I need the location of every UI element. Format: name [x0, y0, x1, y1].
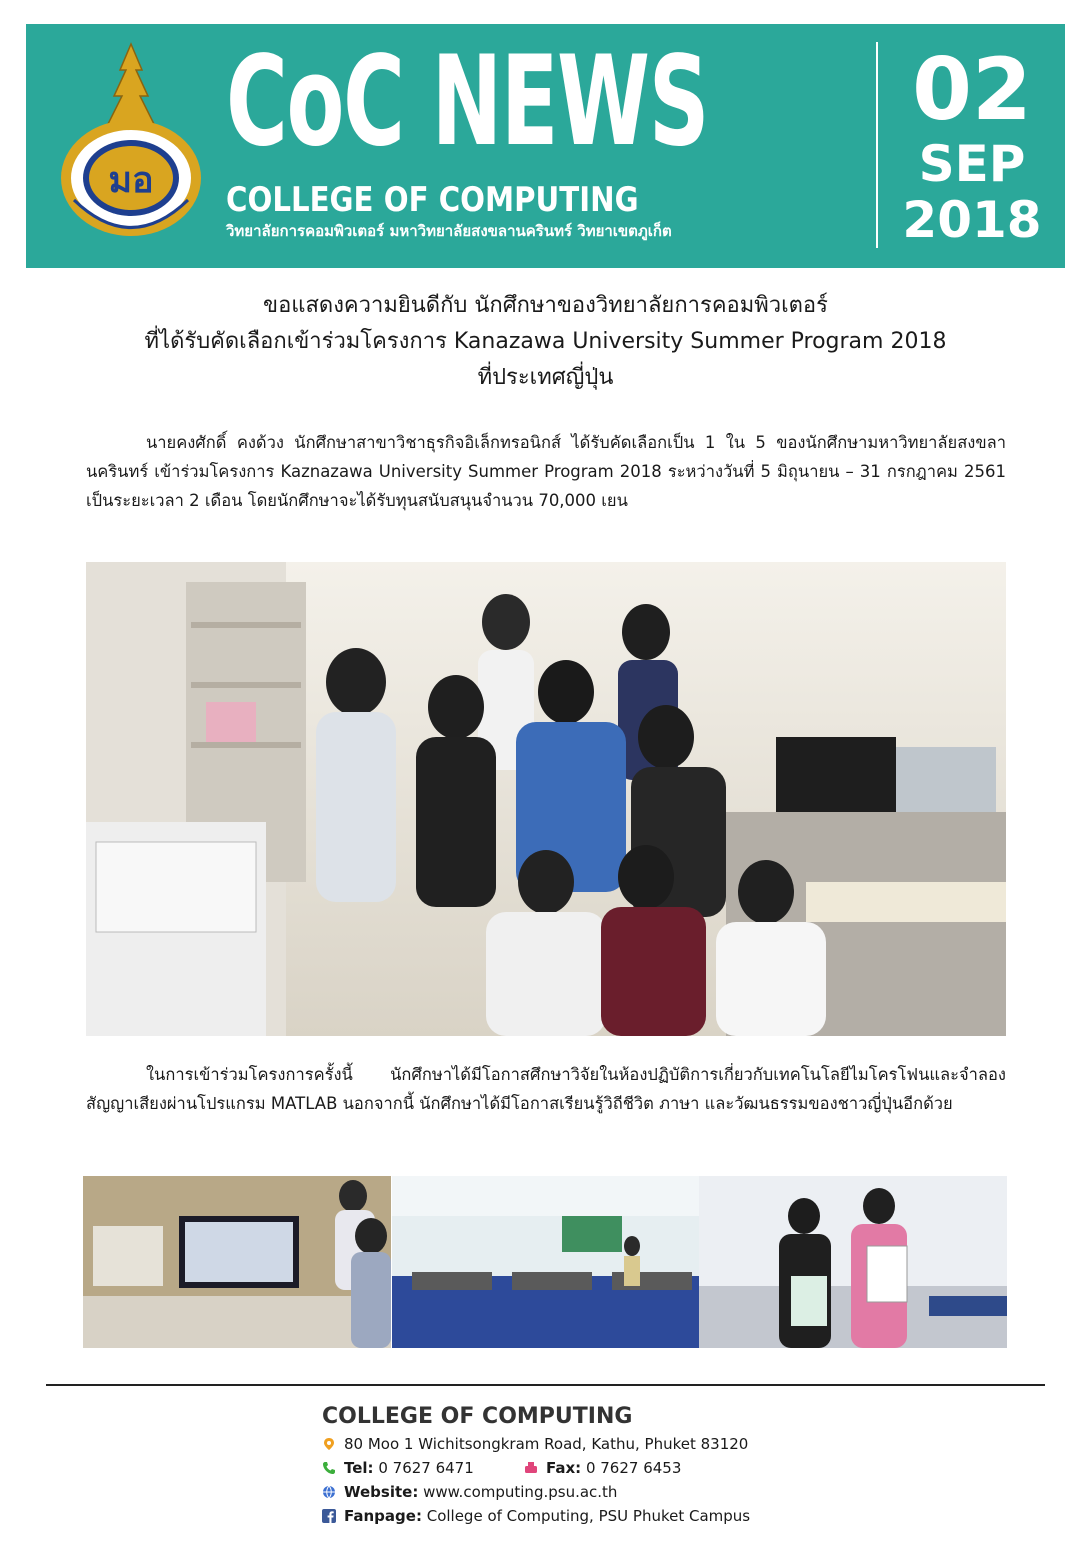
- headline-line-1: ขอแสดงความยินดีกับ นักศึกษาของวิทยาลัยการคอมพิวเตอร์: [263, 293, 828, 318]
- headline-line-3: ที่ประเทศญี่ปุ่น: [477, 365, 614, 390]
- svg-text:มอ: มอ: [108, 159, 154, 201]
- footer-website: [322, 1480, 617, 1504]
- fax-number: 0 7627 6453: [585, 1459, 682, 1477]
- college-name-thai: วิทยาลัยการคอมพิวเตอร์ มหาวิทยาลัยสงขลานครินทร์ วิทยาเขตภูเก็ต: [226, 222, 672, 240]
- issue-month: SEP: [918, 135, 1026, 193]
- masthead-banner: [26, 24, 1065, 268]
- article-headline: [60, 288, 1031, 396]
- footer-address: [322, 1432, 748, 1456]
- fanpage-link[interactable]: College of Computing, PSU Phuket Campus: [426, 1507, 751, 1525]
- footer-phone-fax: [322, 1456, 682, 1480]
- issue-day: 02: [912, 40, 1032, 140]
- computer-lab-photo: [392, 1176, 700, 1348]
- address-text: 80 Moo 1 Wichitsongkram Road, Kathu, Phuket 83120: [344, 1435, 749, 1453]
- newsletter-title: CoC NEWS: [226, 30, 709, 174]
- phone-icon: [322, 1461, 336, 1475]
- website-label: Website:: [344, 1483, 419, 1501]
- location-pin-icon: [322, 1437, 336, 1451]
- fax-group: [524, 1456, 681, 1480]
- article-paragraph-1: นายคงศักดิ์ คงด้วง นักศึกษาสาขาวิชาธุรกิจอิเล็กทรอนิกส์ ได้รับคัดเลือกเป็น 1 ใน 5 ของนักศึกษามหาวิทยาลัยสงขลานครินทร์ เข้าร่วมโครงการ Kaznazawa University Summer Program 2018 ระหว่างวันที่ 5 มิถุนายน – 31 กรกฎาคม 2561 เป็นระยะเวลา 2 เดือน โดยนักศึกษาจะได้รับทุนสนับสนุนจำนวน 70,000 เยน: [86, 433, 1006, 510]
- website-icon: [322, 1485, 336, 1499]
- fax-label: Fax:: [546, 1459, 582, 1477]
- tel-label: Tel:: [344, 1459, 374, 1477]
- facebook-icon: [322, 1509, 336, 1523]
- issue-year: 2018: [902, 191, 1042, 249]
- college-name: COLLEGE OF COMPUTING: [226, 180, 639, 220]
- footer-title: COLLEGE OF COMPUTING: [322, 1404, 633, 1429]
- certificate-photo: [699, 1176, 1007, 1348]
- headline-line-2: ที่ได้รับคัดเลือกเข้าร่วมโครงการ Kanazawa University Summer Program 2018: [144, 329, 947, 354]
- group-photo: [86, 562, 1006, 1036]
- university-seal-logo: [56, 40, 206, 240]
- website-link[interactable]: www.computing.psu.ac.th: [423, 1483, 618, 1501]
- header-divider: [876, 42, 878, 248]
- fax-icon: [524, 1461, 538, 1475]
- lab-presentation-photo: [83, 1176, 391, 1348]
- tel-number[interactable]: 0 7627 6471: [378, 1459, 474, 1477]
- footer-divider: [46, 1384, 1045, 1386]
- footer-fanpage: [322, 1504, 750, 1528]
- article-paragraph-2: ในการเข้าร่วมโครงการครั้งนี้ นักศึกษาได้มีโอกาสศึกษาวิจัยในห้องปฏิบัติการเกี่ยวกับเทคโนโลยีไมโครโฟนและจำลองสัญญาเสียงผ่านโปรแกรม MATLAB นอกจากนี้ นักศึกษาได้มีโอกาสเรียนรู้วิถีชีวิต ภาษา และวัฒนธรรมของชาวญี่ปุ่นอีกด้วย: [86, 1065, 1006, 1113]
- fanpage-label: Fanpage:: [344, 1507, 422, 1525]
